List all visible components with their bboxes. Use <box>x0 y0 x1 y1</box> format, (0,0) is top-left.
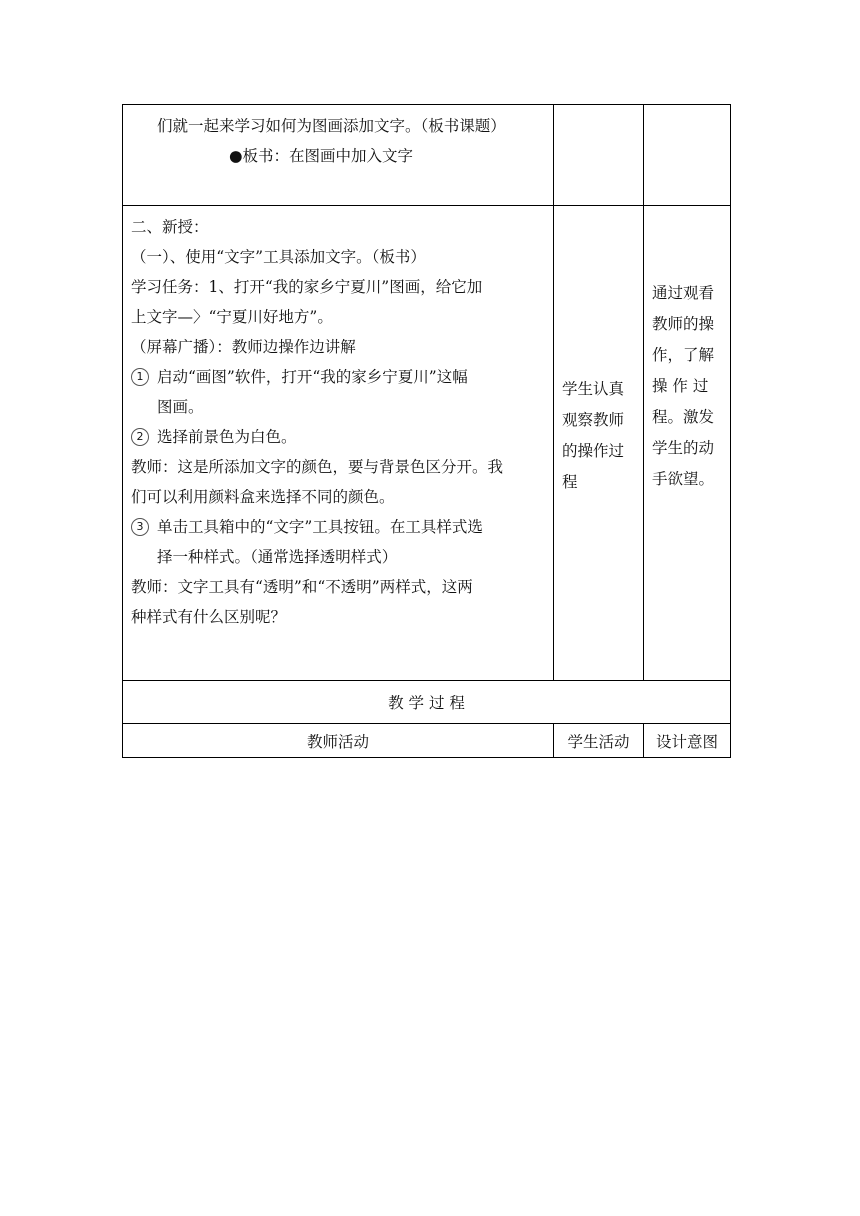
table-row <box>123 206 731 681</box>
student-text: 学生认真 <box>562 380 625 398</box>
process-heading-cell <box>123 681 731 724</box>
step-number-badge: 3 <box>131 518 149 536</box>
task-text-cont: 上文字—〉“宁夏川好地方”。 <box>131 308 333 326</box>
step-number-badge: 1 <box>131 368 149 386</box>
teacher-activity-header: 教师活动 <box>123 724 554 758</box>
teacher-note: 教师：这是所添加文字的颜色，要与背景色区分开。我 <box>131 458 504 476</box>
intent-text: 通过观看 <box>652 284 715 302</box>
student-text: 程 <box>562 473 578 491</box>
step-2 <box>131 422 545 452</box>
teacher-activity-cell <box>123 105 554 206</box>
section-heading: 二、新授： <box>131 218 209 236</box>
student-activity-cell <box>554 206 644 681</box>
intent-text: 学生的动 <box>652 439 715 457</box>
intent-text: 程。激发 <box>652 408 715 426</box>
teacher-note: 教师：文字工具有“透明”和“不透明”两样式，这两 <box>131 578 473 596</box>
student-activity-header: 学生活动 <box>554 724 644 758</box>
teacher-activity-cell <box>123 206 554 681</box>
step-1-cont: 图画。 <box>157 398 204 416</box>
design-intent-header: 设计意图 <box>644 724 731 758</box>
broadcast-note: （屏幕广播）：教师边操作边讲解 <box>131 338 356 356</box>
process-heading: 教 学 过 程 <box>388 694 465 712</box>
student-activity-cell <box>554 105 644 206</box>
step-text: 单击工具箱中的“文字”工具按钮。在工具样式选 <box>157 518 483 536</box>
intent-text: 操 作 过 <box>652 377 709 395</box>
step-text: 选择前景色为白色。 <box>157 428 297 446</box>
design-intent-cell <box>644 206 731 681</box>
table-header-row <box>123 724 731 758</box>
intent-text: 教师的操 <box>652 315 715 333</box>
intent-text: 手欲望。 <box>652 470 715 488</box>
teacher-note-cont: 们可以利用颜料盒来选择不同的颜色。 <box>131 488 395 506</box>
intent-text: 作，了解 <box>652 346 715 364</box>
subsection-heading: （一）、使用“文字”工具添加文字。（板书） <box>131 248 426 266</box>
intro-text: 们就一起来学习如何为图画添加文字。（板书课题） <box>157 117 506 135</box>
step-number-badge: 2 <box>131 428 149 446</box>
table-row <box>123 681 731 724</box>
task-text: 学习任务：1、打开“我的家乡宁夏川”图画，给它加 <box>131 278 483 296</box>
step-text: 启动“画图”软件，打开“我的家乡宁夏川”这幅 <box>157 368 468 386</box>
lesson-plan-table <box>122 104 731 758</box>
table-row <box>123 105 731 206</box>
board-note: ●板书：在图画中加入文字 <box>229 147 414 165</box>
student-text: 的操作过 <box>562 442 625 460</box>
design-intent-cell <box>644 105 731 206</box>
step-1 <box>131 362 545 392</box>
step-3-cont: 择一种样式。（通常选择透明样式） <box>157 548 398 566</box>
step-3 <box>131 512 545 542</box>
student-text: 观察教师 <box>562 411 625 429</box>
teacher-note-cont: 种样式有什么区别呢？ <box>131 608 287 626</box>
